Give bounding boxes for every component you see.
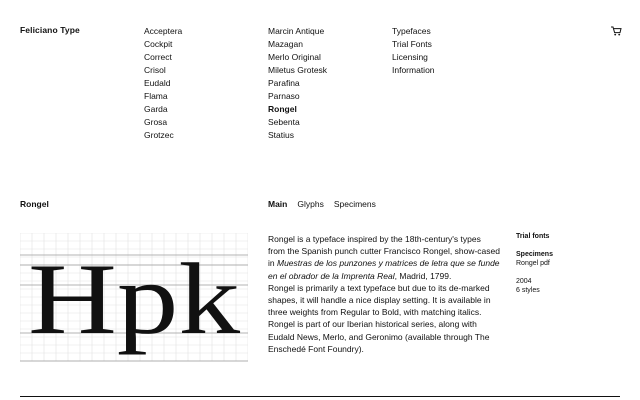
- nav-item[interactable]: Crisol: [144, 65, 166, 75]
- nav-item[interactable]: Correct: [144, 52, 172, 62]
- nav-item[interactable]: Cockpit: [144, 39, 173, 49]
- release-year: 2004: [516, 278, 532, 285]
- trial-fonts-link[interactable]: Trial fonts: [516, 233, 550, 240]
- nav-item[interactable]: Parnaso: [268, 91, 300, 101]
- meta-block: [516, 277, 616, 295]
- glyph-specimen: [20, 233, 248, 363]
- nav-item[interactable]: Miletus Grotesk: [268, 65, 328, 75]
- description-text: Rongel is a typeface inspired by the 18th-century's types from the Spanish punch cutter Francisco Rongel, show-cased in: [268, 234, 500, 269]
- nav-typefaces[interactable]: Typefaces: [392, 26, 431, 36]
- specimen-glyphs: Hpk: [28, 243, 240, 356]
- nav-item[interactable]: Statius: [268, 130, 294, 140]
- nav-item[interactable]: Grosa: [144, 117, 168, 127]
- nav-item[interactable]: Marcin Antique: [268, 26, 325, 36]
- tab-specimens[interactable]: Specimens: [333, 199, 376, 209]
- nav-item[interactable]: Acceptera: [144, 26, 183, 36]
- divider: [20, 396, 620, 397]
- nav-licensing[interactable]: Licensing: [392, 52, 428, 62]
- book-title: Muestras de los punzones y matrices de letra que se funde en el obrador de la Imprenta Real: [268, 258, 500, 281]
- typeface-list-2: [268, 25, 327, 142]
- specimens-block: [516, 250, 616, 268]
- styles-count: 6 styles: [516, 287, 540, 294]
- cart-icon[interactable]: [610, 25, 622, 37]
- side-info: [516, 232, 616, 295]
- specimens-heading: Specimens: [516, 251, 553, 258]
- tab-bar: [268, 199, 376, 209]
- description-paragraph: [268, 233, 500, 282]
- nav-item[interactable]: Sebenta: [268, 117, 300, 127]
- description-text: , Madrid, 1799.: [394, 270, 452, 281]
- nav-item-active[interactable]: Rongel: [268, 104, 297, 114]
- typeface-description: [268, 233, 500, 355]
- nav-information[interactable]: Information: [392, 65, 435, 75]
- tab-main[interactable]: Main: [268, 199, 288, 209]
- specimen-pdf-link[interactable]: Rongel pdf: [516, 260, 550, 267]
- nav-item[interactable]: Mazagan: [268, 39, 303, 49]
- nav-item[interactable]: Garda: [144, 104, 168, 114]
- nav-item[interactable]: Parafina: [268, 78, 300, 88]
- nav-item[interactable]: Grotzec: [144, 130, 174, 140]
- brand-logo[interactable]: Feliciano Type: [20, 25, 80, 35]
- nav-item[interactable]: Merlo Original: [268, 52, 321, 62]
- description-paragraph: Rongel is part of our Iberian historical series, along with Eudald News, Merlo, and Geronimo (available through The Enschedé Font Foundry).: [268, 319, 490, 354]
- description-paragraph: Rongel is primarily a text typeface but due to its de-marked shapes, it will handle a nice display setting. It is available in three weights from Regular to Bold, with matching italics.: [268, 282, 491, 318]
- nav-item[interactable]: Flama: [144, 91, 168, 101]
- main-nav: [392, 25, 435, 77]
- nav-trial-fonts[interactable]: Trial Fonts: [392, 39, 432, 49]
- tab-glyphs[interactable]: Glyphs: [297, 199, 324, 209]
- typeface-list-1: [144, 25, 182, 142]
- section-title: Rongel: [20, 199, 49, 209]
- nav-item[interactable]: Eudald: [144, 78, 171, 88]
